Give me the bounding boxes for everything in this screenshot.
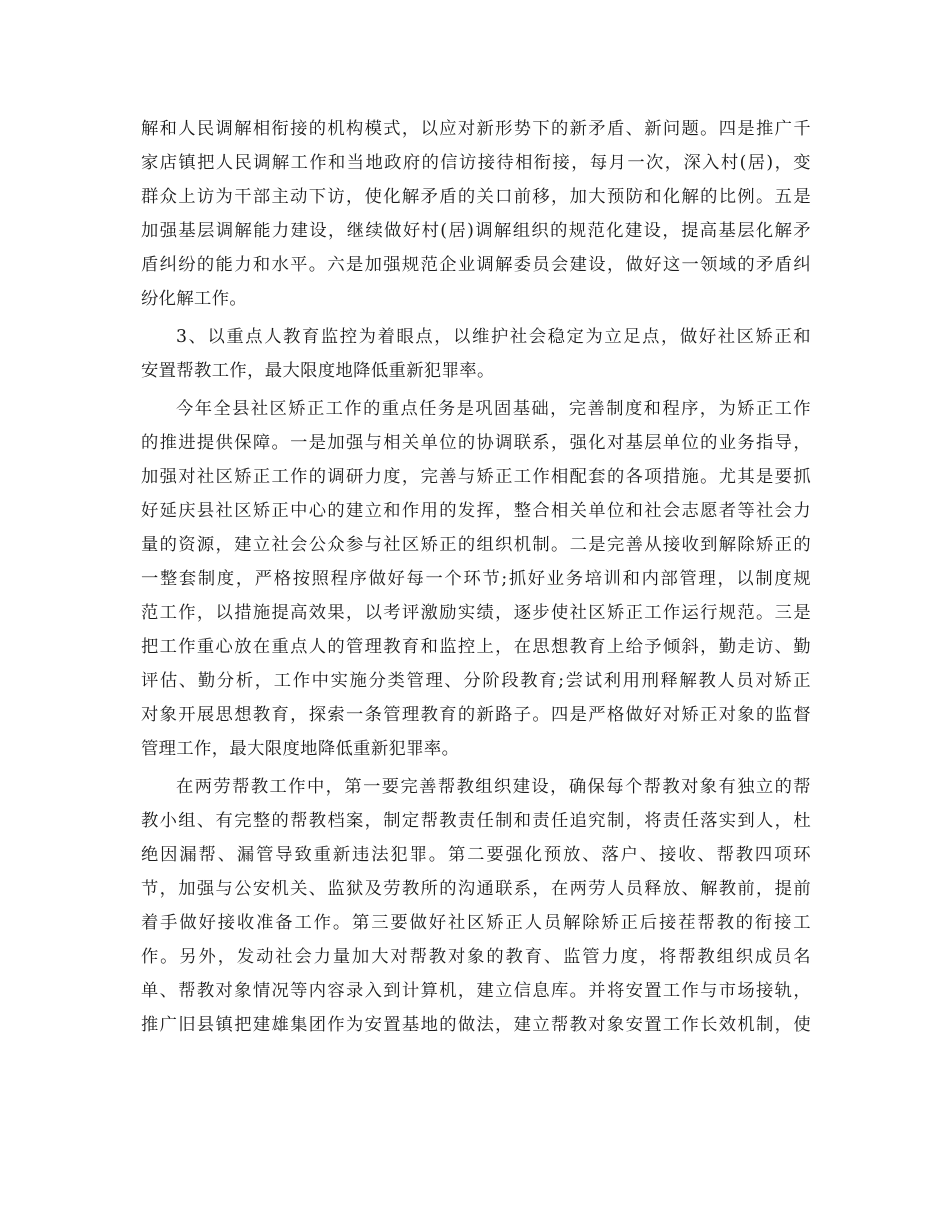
text-line: 推广旧县镇把建雄集团作为安置基地的做法，建立帮教对象安置工作长效机制，使 [141,1015,811,1035]
text-line: 绝因漏帮、漏管导致重新违法犯罪。第二要强化预放、落户、接收、帮教四项环 [141,845,811,865]
text-line: 的推进提供保障。一是加强与相关单位的协调联系，强化对基层单位的业务指导， [141,433,811,453]
text-line: 今年全县社区矫正工作的重点任务是巩固基础，完善制度和程序，为矫正工作 [176,399,811,419]
text-line: 把工作重心放在重点人的管理教育和监控上，在思想教育上给予倾斜，勤走访、勤 [141,637,811,657]
paragraph-community-correction [141,392,811,766]
paragraph-rehabilitation [141,770,811,1042]
text-line: 单、帮教对象情况等内容录入到计算机，建立信息库。并将安置工作与市场接轨， [141,981,811,1001]
text-line: 一整套制度，严格按照程序做好每一个环节;抓好业务培训和内部管理，以制度规 [141,569,811,589]
paragraph-mediation [141,112,811,316]
text-line: 解和人民调解相衔接的机构模式，以应对新形势下的新矛盾、新问题。四是推广千 [141,119,811,139]
text-line: 评估、勤分析，工作中实施分类管理、分阶段教育;尝试利用刑释解教人员对矫正 [141,671,811,691]
text-line: 盾纠纷的能力和水平。六是加强规范企业调解委员会建设，做好这一领域的矛盾纠 [141,255,811,275]
text-line: 在两劳帮教工作中，第一要完善帮教组织建设，确保每个帮教对象有独立的帮 [176,777,811,797]
text-line: 对象开展思想教育，探索一条管理教育的新路子。四是严格做好对矫正对象的监督 [141,705,811,725]
text-line: 范工作，以措施提高效果，以考评激励实绩，逐步使社区矫正工作运行规范。三是 [141,603,811,623]
text-line: 群众上访为干部主动下访，使化解矛盾的关口前移，加大预防和化解的比例。五是 [141,187,811,207]
paragraph-section-heading [141,320,811,388]
text-line: 节，加强与公安机关、监狱及劳教所的沟通联系，在两劳人员释放、解教前，提前 [141,879,811,899]
text-line: 作。另外，发动社会力量加大对帮教对象的教育、监管力度，将帮教组织成员名 [141,947,811,967]
text-line: 量的资源，建立社会公众参与社区矫正的组织机制。二是完善从接收到解除矫正的 [141,535,811,555]
text-line: 教小组、有完整的帮教档案，制定帮教责任制和责任追究制，将责任落实到人，杜 [141,811,811,831]
text-line: 纷化解工作。 [141,289,248,309]
text-line: 好延庆县社区矫正中心的建立和作用的发挥，整合相关单位和社会志愿者等社会力 [141,501,811,521]
text-line: 加强对社区矫正工作的调研力度，完善与矫正工作相配套的各项措施。尤其是要抓 [141,467,811,487]
text-line: 着手做好接收准备工作。第三要做好社区矫正人员解除矫正后接茬帮教的衔接工 [141,913,811,933]
text-line: 安置帮教工作，最大限度地降低重新犯罪率。 [141,361,495,381]
document-body [141,112,811,1042]
text-line: 管理工作，最大限度地降低重新犯罪率。 [141,739,460,759]
text-line: 加强基层调解能力建设，继续做好村(居)调解组织的规范化建设，提高基层化解矛 [141,221,811,241]
text-line: 3、以重点人教育监控为着眼点，以维护社会稳定为立足点，做好社区矫正和 [176,327,811,347]
text-line: 家店镇把人民调解工作和当地政府的信访接待相衔接，每月一次，深入村(居)，变 [141,153,811,173]
